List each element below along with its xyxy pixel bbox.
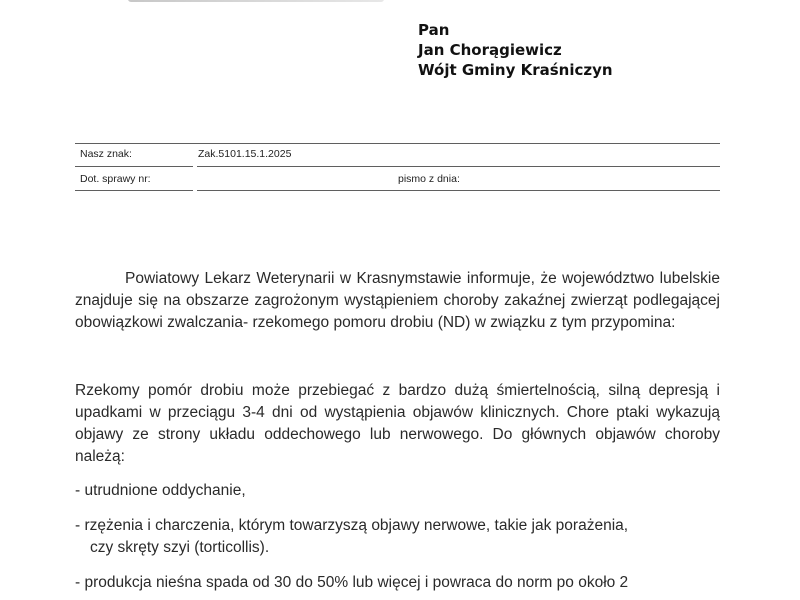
our-ref-value: Zak.5101.15.1.2025 (198, 148, 292, 160)
ref-mid-rule-left (75, 166, 193, 167)
letter-date-label: pismo z dnia: (398, 173, 460, 185)
our-ref-label: Nasz znak: (80, 148, 132, 160)
addressee-salutation: Pan (418, 21, 450, 39)
addressee-block (418, 20, 613, 80)
addressee-name: Jan Chorągiewicz (418, 41, 562, 59)
ref-top-rule (75, 143, 720, 144)
list-item (75, 572, 720, 594)
list-item (75, 480, 720, 502)
addressee-title: Wójt Gminy Kraśniczyn (418, 61, 613, 79)
bullet-wheezing-line2: czy skręty szyi (torticollis). (90, 539, 270, 556)
list-item (75, 515, 720, 559)
ref-mid-rule-right (197, 166, 720, 167)
paragraph-symptoms-text: Rzekomy pomór drobiu może przebiegać z bardzo dużą śmiertelnością, silną depresją i upadkami w przeciągu 3-4 dni od wystąpienia objawów klinicznych. Chore ptaki wykazują objawy ze strony układu oddechowego lub nerwowego. Do głównych objawów choroby należą: (75, 382, 720, 465)
bullet-breathing: - utrudnione oddychanie, (75, 482, 246, 499)
case-ref-label: Dot. sprawy nr: (80, 173, 151, 185)
bullet-egg-production: - produkcja nieśna spada od 30 do 50% lub więcej i powraca do norm po około 2 (75, 574, 629, 591)
paragraph-intro-text: Powiatowy Lekarz Weterynarii w Krasnymstawie informuje, że województwo lubelskie znajduje się na obszarze zagrożonym wystąpieniem choroby zakaźnej zwierząt podlegającej obowiązkowi zwalczania- rzekomego pomoru drobiu (ND) w związku z tym przypomina: (75, 270, 720, 331)
ref-bottom-rule-left (75, 190, 193, 191)
bullet-wheezing-line1: - rzężenia i charczenia, którym towarzyszą objawy nerwowe, takie jak porażenia, (75, 517, 629, 534)
paragraph-symptoms (75, 380, 720, 468)
cropped-header-line (128, 0, 384, 2)
ref-bottom-rule-right (197, 190, 720, 191)
paragraph-intro (75, 268, 720, 334)
